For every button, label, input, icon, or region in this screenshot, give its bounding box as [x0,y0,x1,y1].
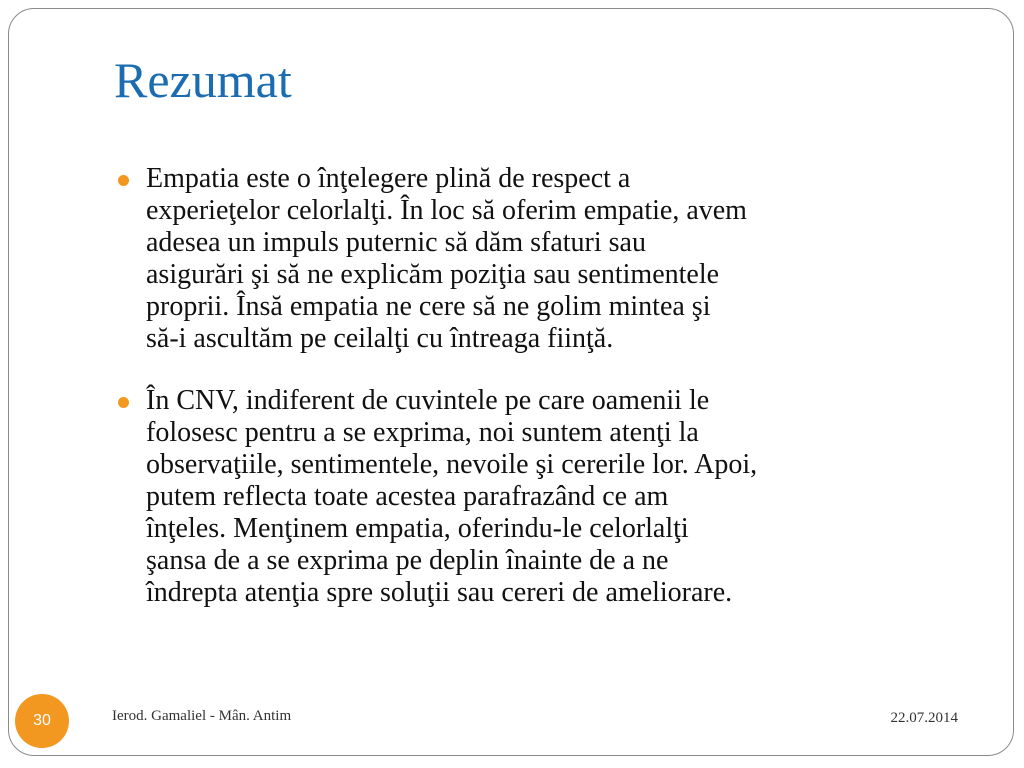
bullet-line: folosesc pentru a se exprima, noi suntem atenţi la [146,417,699,448]
bullet-line: şansa de a se exprima pe deplin înainte de a ne [146,545,669,576]
bullet-dot-icon [118,175,129,186]
bullet-line: să-i ascultăm pe ceilalţi cu întreaga fiinţă. [146,323,614,354]
bullet-line: asigurări şi să ne explicăm poziţia sau sentimentele [146,259,720,290]
footer-author: Ierod. Gamaliel - Mân. Antim [112,708,292,724]
bullet-line: înţeles. Menţinem empatia, oferindu-le celorlalţi [146,513,689,544]
bullet-line: În CNV, indiferent de cuvintele pe care oamenii le [146,385,710,416]
bullet-item [116,163,976,355]
bullet-list [116,163,976,609]
bullet-line: îndrepta atenţia spre soluţii sau cereri de ameliorare. [146,577,733,608]
bullet-item [116,385,976,609]
bullet-line: experieţelor celorlalţi. În loc să oferim empatie, avem [146,195,747,226]
bullet-line: putem reflecta toate acestea parafrazând ce am [146,481,669,512]
bullet-line: observaţiile, sentimentele, nevoile şi cererile lor. Apoi, [146,449,758,480]
footer-date: 22.07.2014 [890,710,958,726]
slide-title: Rezumat [114,52,292,108]
bullet-line: Empatia este o înţelegere plină de respect a [146,163,631,194]
slide-number-badge: 30 [15,694,69,748]
bullet-line: proprii. Însă empatia ne cere să ne golim mintea şi [146,291,711,322]
bullet-dot-icon [118,397,129,408]
bullet-line: adesea un impuls puternic să dăm sfaturi sau [146,227,646,258]
